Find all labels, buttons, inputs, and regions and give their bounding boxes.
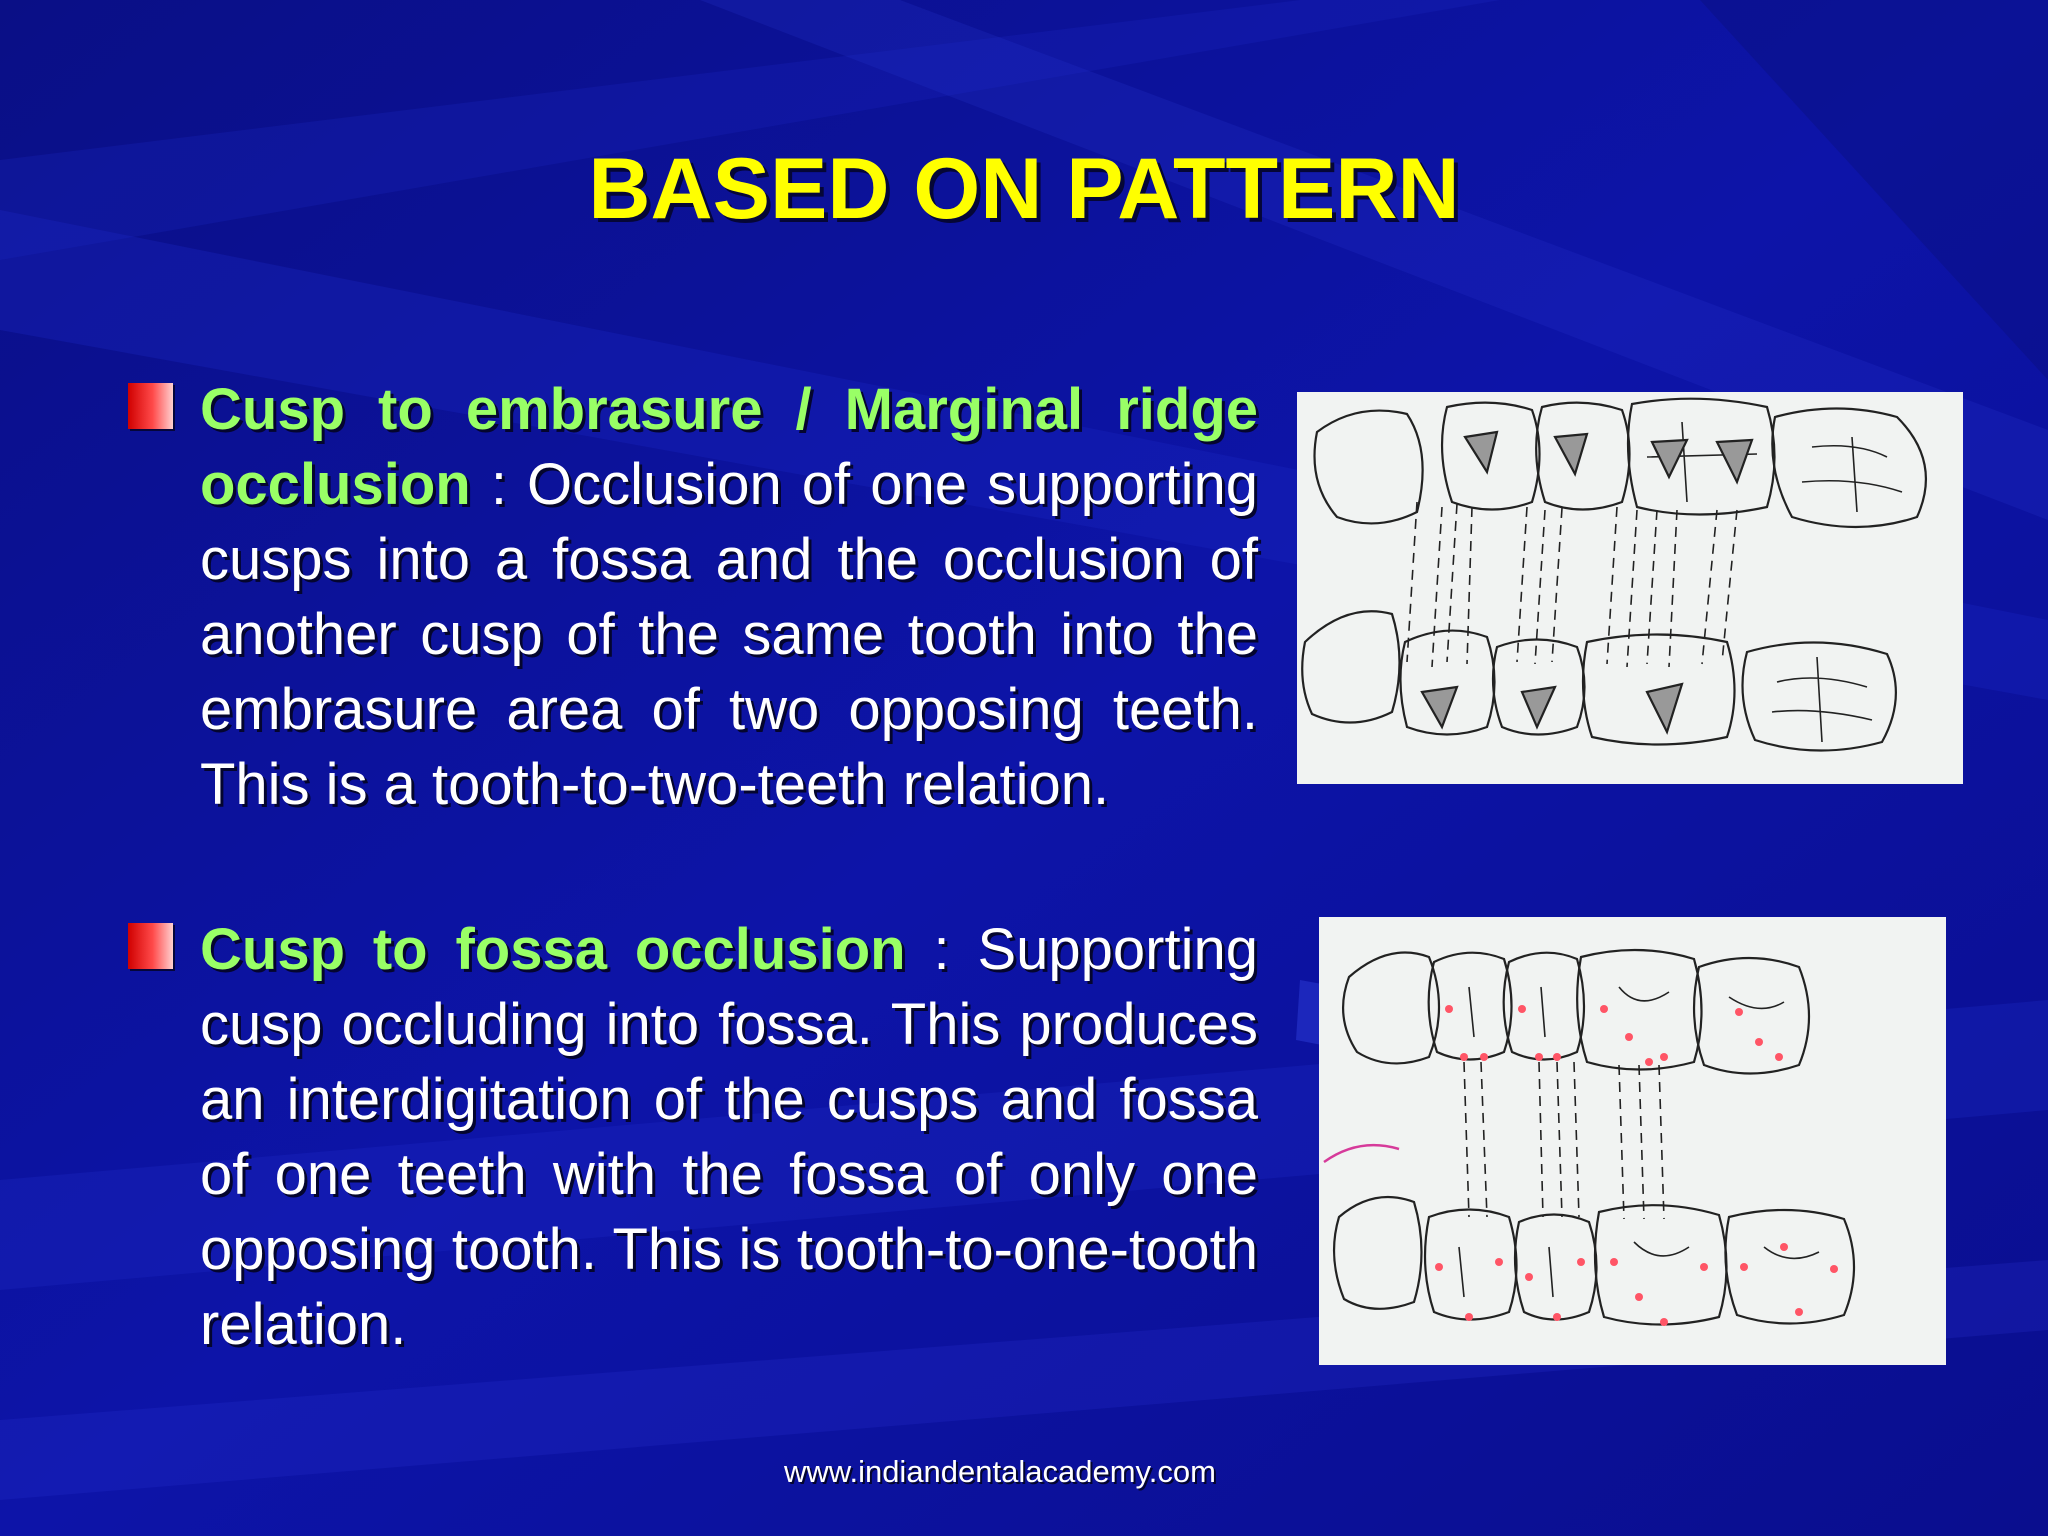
cusp-to-fossa-diagram [1319, 917, 1946, 1365]
bullet-cusp-to-embrasure [200, 372, 1258, 822]
cusp-to-embrasure-diagram [1297, 392, 1963, 784]
red-gradient-square-icon [128, 923, 173, 969]
bullet-cusp-to-fossa [200, 912, 1258, 1362]
bullet-term: Cusp to fossa occlusion [200, 917, 906, 982]
bullet-separator: : [470, 452, 528, 517]
slide-title: BASED ON PATTERN [588, 141, 1460, 237]
red-gradient-square-icon [128, 383, 173, 429]
bullet-text: Occlusion of one supporting cusps into a fossa and the occlusion of another cusp of the same tooth into the embrasure area of two opposing teeth. This is a tooth-to-two-teeth relation. [200, 452, 1259, 817]
bullet-text: Supporting cusp occluding into fossa. This produces an interdigitation of the cusps and fossa of one teeth with the fossa of only one opposing tooth. This is tooth-to-one-tooth relation. [200, 917, 1258, 1357]
footer-url: www.indiandentalacademy.com [784, 1454, 1216, 1489]
bullet-term: Cusp to embrasure / Marginal ridge occlusion [200, 377, 1258, 517]
bullet-separator: : [905, 917, 978, 982]
